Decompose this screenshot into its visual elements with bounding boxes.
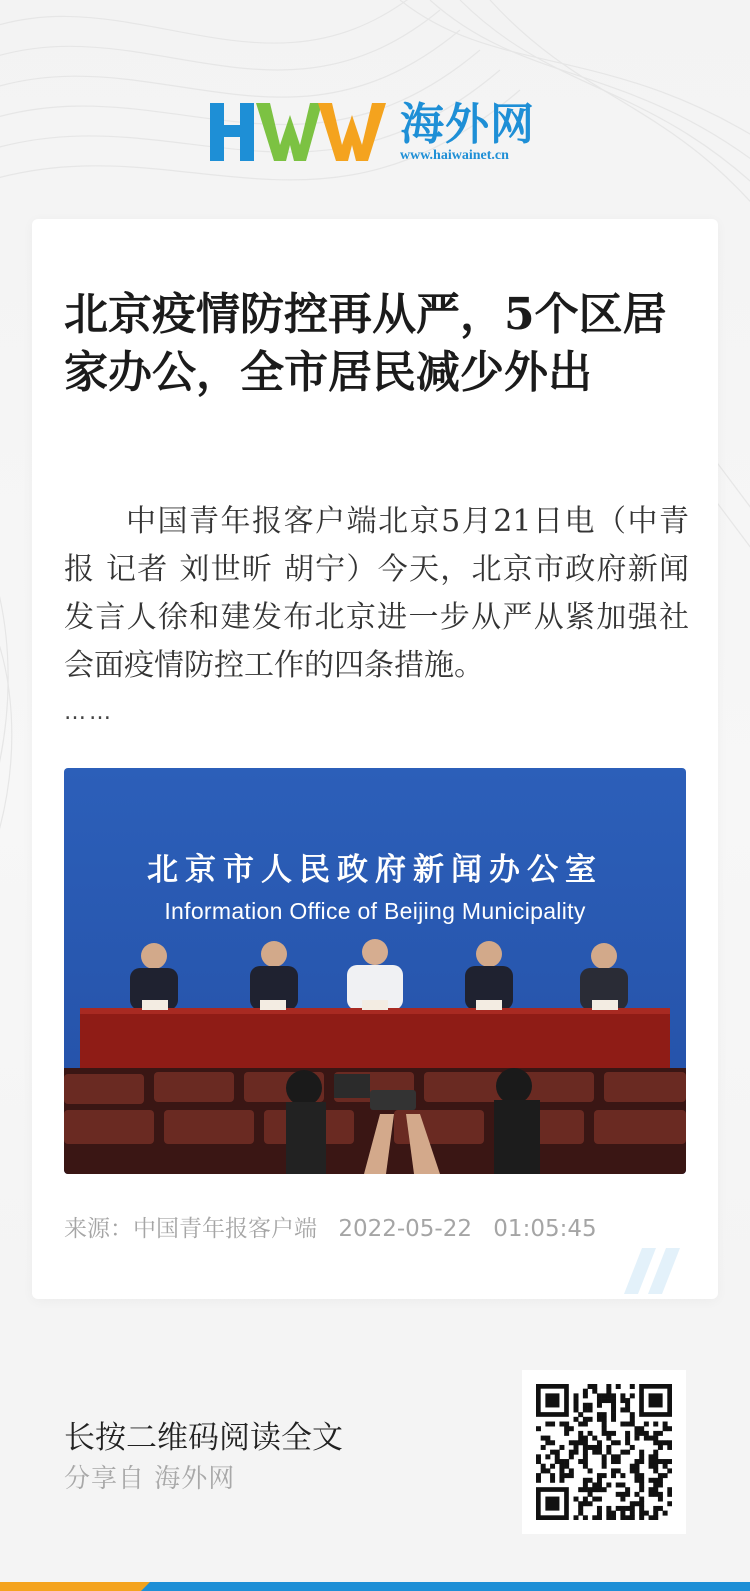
logo-url: www.haiwainet.cn xyxy=(400,148,509,163)
qr-code-icon xyxy=(536,1384,672,1520)
logo-name: 海外网 xyxy=(400,99,535,150)
article-source: 来源：中国青年报客户端 xyxy=(64,1216,317,1242)
photo-banner-cn: 北京市人民政府新闻办公室 xyxy=(147,852,603,888)
qr-prompt: 长按二维码阅读全文 xyxy=(64,1420,343,1456)
photo-banner-en: Information Office of Beijing Municipality xyxy=(164,898,586,924)
article-meta xyxy=(64,1210,611,1243)
article-photo xyxy=(64,768,686,1174)
article-ellipsis: …… xyxy=(64,700,114,725)
article-date: 2022-05-22 xyxy=(338,1216,472,1242)
article-time: 01:05:45 xyxy=(493,1216,597,1242)
article-title: 北京疫情防控再从严，5个区居家办公，全市居民减少外出 xyxy=(64,289,667,398)
site-logo[interactable] xyxy=(210,100,535,166)
decorative-slash-icon xyxy=(624,1248,684,1298)
press-conference-image xyxy=(64,768,686,1174)
share-source: 分享自 海外网 xyxy=(64,1464,236,1494)
hww-logo-icon xyxy=(210,101,386,163)
article-summary: 中国青年报客户端北京5月21日电（中青报 记者 刘世昕 胡宁）今天，北京市政府新闻发言人徐和建发布北京进一步从严从紧加强社会面疫情防控工作的四条措施。 xyxy=(64,504,689,683)
qr-code[interactable] xyxy=(522,1370,686,1534)
bottom-accent-bar xyxy=(0,1582,750,1591)
logo-mark xyxy=(210,103,386,163)
